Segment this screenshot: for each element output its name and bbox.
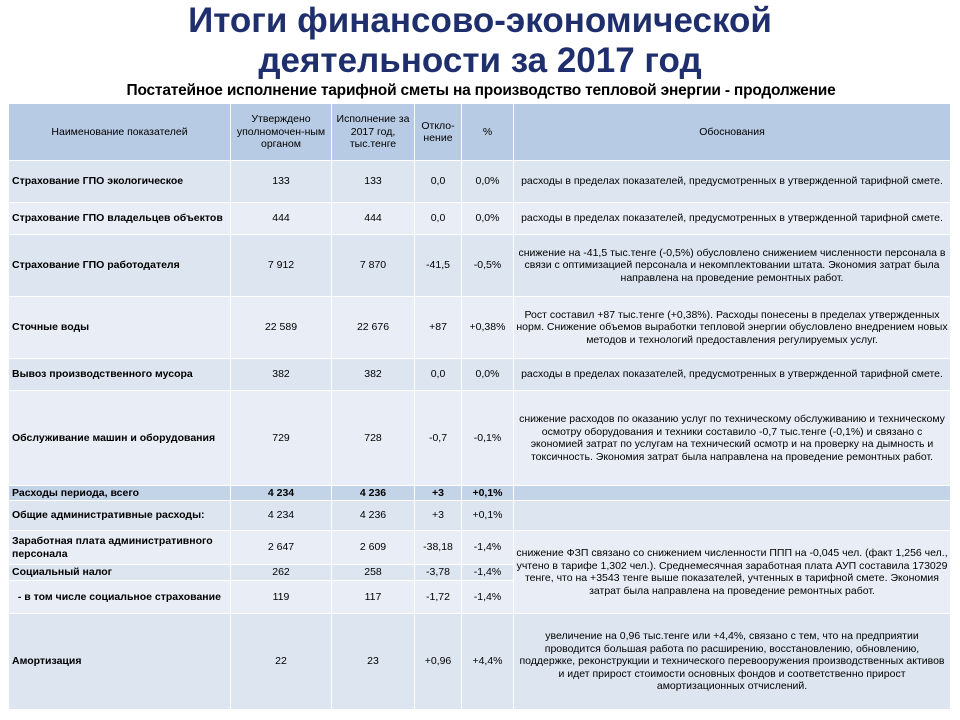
row-actual: 444 [332, 203, 415, 235]
row-deviation: +3 [415, 486, 462, 501]
row-approved: 2 647 [231, 531, 332, 565]
header-deviation: Откло-нение [415, 104, 462, 161]
row-deviation: 0,0 [415, 161, 462, 203]
row-name: Общие административные расходы: [9, 501, 231, 531]
row-name: Сточные воды [9, 297, 231, 359]
page-title-line-2: деятельности за 2017 год [258, 41, 702, 80]
tariff-estimate-table [8, 103, 951, 710]
row-name: Социальный налог [9, 565, 231, 581]
row-percent: -1,4% [462, 531, 514, 565]
row-actual: 22 676 [332, 297, 415, 359]
row-actual: 4 236 [332, 486, 415, 501]
table-row [9, 203, 951, 235]
table-row [9, 531, 951, 565]
row-actual: 728 [332, 391, 415, 486]
header-reason: Обоснования [514, 104, 951, 161]
row-reason: расходы в пределах показателей, предусмотренных в утвержденной тарифной смете. [514, 359, 951, 391]
row-approved: 4 234 [231, 486, 332, 501]
row-deviation: 0,0 [415, 359, 462, 391]
row-percent: 0,0% [462, 161, 514, 203]
row-actual: 2 609 [332, 531, 415, 565]
header-name: Наименование показателей [9, 104, 231, 161]
header-percent: % [462, 104, 514, 161]
row-approved: 119 [231, 581, 332, 614]
row-name: - в том числе социальное страхование [9, 581, 231, 614]
header-approved: Утверждено уполномочен-ным органом [231, 104, 332, 161]
row-deviation: -38,18 [415, 531, 462, 565]
row-reason: снижение ФЗП связано со снижением численности ППП на -0,045 чел. (факт 1,256 чел., учтено в тарифе 1,302 чел.). Среднемесячная заработная плата АУП составила 173029 тенге, что на +3543 тенге выше показателей, учтенных в тарифной смете. Экономия затрат была направлена на проведение ремонтных работ. [514, 531, 951, 614]
row-deviation: +0,96 [415, 614, 462, 710]
row-percent: -1,4% [462, 565, 514, 581]
row-reason: снижение расходов по оказанию услуг по техническому обслуживанию и техническому осмотру оборудования и техники составило -0,7 тыс.тенге (-0,1%) и связано с экономией затрат по услугам на технический осмотр и на проверку на дымность и токсичность. Экономия затрат была направлена на проведение ремонтных работ. [514, 391, 951, 486]
table-row [9, 359, 951, 391]
row-reason [514, 501, 951, 531]
row-approved: 382 [231, 359, 332, 391]
row-approved: 133 [231, 161, 332, 203]
row-percent: 0,0% [462, 203, 514, 235]
table-subtitle: Постатейное исполнение тарифной сметы на производство тепловой энергии - продолжение [126, 82, 836, 99]
table-row [9, 501, 951, 531]
row-actual: 4 236 [332, 501, 415, 531]
row-name: Расходы периода, всего [9, 486, 231, 501]
table-row [9, 391, 951, 486]
row-deviation: 0,0 [415, 203, 462, 235]
row-approved: 22 589 [231, 297, 332, 359]
row-reason: снижение на -41,5 тыс.тенге (-0,5%) обусловлено снижением численности персонала в связи с оптимизацией персонала и некомплектовании штата. Экономия затрат была направлена на проведение ремонтных работ. [514, 235, 951, 297]
row-name: Заработная плата административного персонала [9, 531, 231, 565]
table-row [9, 297, 951, 359]
header-actual: Исполнение за 2017 год, тыс.тенге [332, 104, 415, 161]
row-percent: -0,1% [462, 391, 514, 486]
row-approved: 4 234 [231, 501, 332, 531]
row-actual: 7 870 [332, 235, 415, 297]
row-approved: 7 912 [231, 235, 332, 297]
row-deviation: -0,7 [415, 391, 462, 486]
row-percent: +0,38% [462, 297, 514, 359]
row-approved: 729 [231, 391, 332, 486]
row-name: Амортизация [9, 614, 231, 710]
row-name: Обслуживание машин и оборудования [9, 391, 231, 486]
row-reason [514, 486, 951, 501]
row-approved: 444 [231, 203, 332, 235]
row-deviation: +87 [415, 297, 462, 359]
row-percent: -0,5% [462, 235, 514, 297]
row-name: Страхование ГПО работодателя [9, 235, 231, 297]
table-row [9, 614, 951, 710]
table-row [9, 161, 951, 203]
row-approved: 262 [231, 565, 332, 581]
table-row-total [9, 486, 951, 501]
row-deviation: +3 [415, 501, 462, 531]
row-deviation: -1,72 [415, 581, 462, 614]
row-name: Страхование ГПО экологическое [9, 161, 231, 203]
row-deviation: -3,78 [415, 565, 462, 581]
row-actual: 117 [332, 581, 415, 614]
row-reason: увеличение на 0,96 тыс.тенге или +4,4%, связано с тем, что на предприятии проводится большая работа по расширению, восстановлению, обновлению, поддержке, реконструкции и технического перевооружения производственных активов и идет прирост стоимости основных фондов и соответственно прирост амортизационных отчислений. [514, 614, 951, 710]
row-reason: расходы в пределах показателей, предусмотренных в утвержденной тарифной смете. [514, 203, 951, 235]
page-title-line-1: Итоги финансово-экономической [188, 1, 772, 40]
row-approved: 22 [231, 614, 332, 710]
row-actual: 258 [332, 565, 415, 581]
row-reason: расходы в пределах показателей, предусмотренных в утвержденной тарифной смете. [514, 161, 951, 203]
row-percent: +4,4% [462, 614, 514, 710]
row-percent: +0,1% [462, 501, 514, 531]
table-header-row [9, 104, 951, 161]
row-percent: 0,0% [462, 359, 514, 391]
row-actual: 133 [332, 161, 415, 203]
row-name: Страхование ГПО владельцев объектов [9, 203, 231, 235]
row-percent: -1,4% [462, 581, 514, 614]
row-percent: +0,1% [462, 486, 514, 501]
row-deviation: -41,5 [415, 235, 462, 297]
table-row [9, 235, 951, 297]
row-actual: 382 [332, 359, 415, 391]
row-name: Вывоз производственного мусора [9, 359, 231, 391]
row-actual: 23 [332, 614, 415, 710]
row-reason: Рост составил +87 тыс.тенге (+0,38%). Расходы понесены в пределах утвержденных норм. Снижение объемов выработки тепловой энергии обусловлено внедрением новых методов и технологий предоставления регулируемых услуг. [514, 297, 951, 359]
